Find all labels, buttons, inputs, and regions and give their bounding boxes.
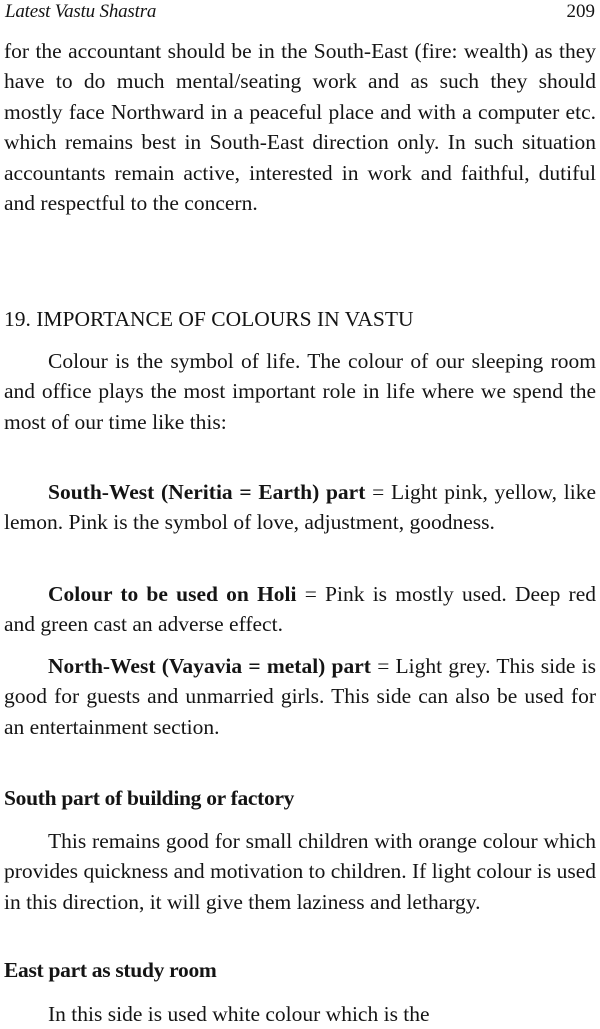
running-header — [5, 0, 595, 24]
paragraph-colour-intro: Colour is the symbol of life. The colour of our sleeping room and office plays the most important role in life where we spend the most of our time like this: — [4, 349, 596, 434]
paragraph-south-part: This remains good for small children with orange colour which provides quickness and motivation to children. If light colour is used in this direction, it will give them laziness and lethargy. — [4, 829, 596, 914]
running-title: Latest Vastu Shastra — [5, 1, 157, 22]
subheading-south-part: South part of building or factory — [4, 786, 295, 810]
subheading-east-part: East part as study room — [4, 958, 217, 982]
term-south-west: South-West (Neritia = Earth) part — [48, 480, 366, 504]
term-north-west: North-West (Vayavia = metal) part — [48, 654, 371, 678]
section-heading-colours: 19. IMPORTANCE OF COLOURS IN VASTU — [4, 307, 414, 331]
text-north-west: = Light grey. This side is good for guests and unmarried girls. This side can also be used for an entertainment section. — [4, 654, 596, 739]
paragraph-east-part: In this side is used white colour which is the — [48, 1002, 430, 1026]
paragraph-north-west — [4, 651, 596, 742]
text-south-west: = Light pink, yellow, like lemon. Pink is the symbol of love, adjustment, goodness. — [4, 480, 596, 535]
paragraph-south-west — [4, 477, 596, 538]
page-number: 209 — [566, 1, 595, 22]
paragraph-accountant: for the accountant should be in the South-East (fire: wealth) as they have to do much mental/seating work and as such they should mostly face Northward in a peaceful place and with a computer etc. which remains best in South-East direction only. In such situation accountants remain active, interested in work and faithful, dutiful and respectful to the concern. — [4, 39, 596, 216]
paragraph-holi — [4, 579, 596, 640]
text-holi: = Pink is mostly used. Deep red and green cast an adverse effect. — [4, 582, 596, 637]
term-holi: Colour to be used on Holi — [48, 582, 297, 606]
